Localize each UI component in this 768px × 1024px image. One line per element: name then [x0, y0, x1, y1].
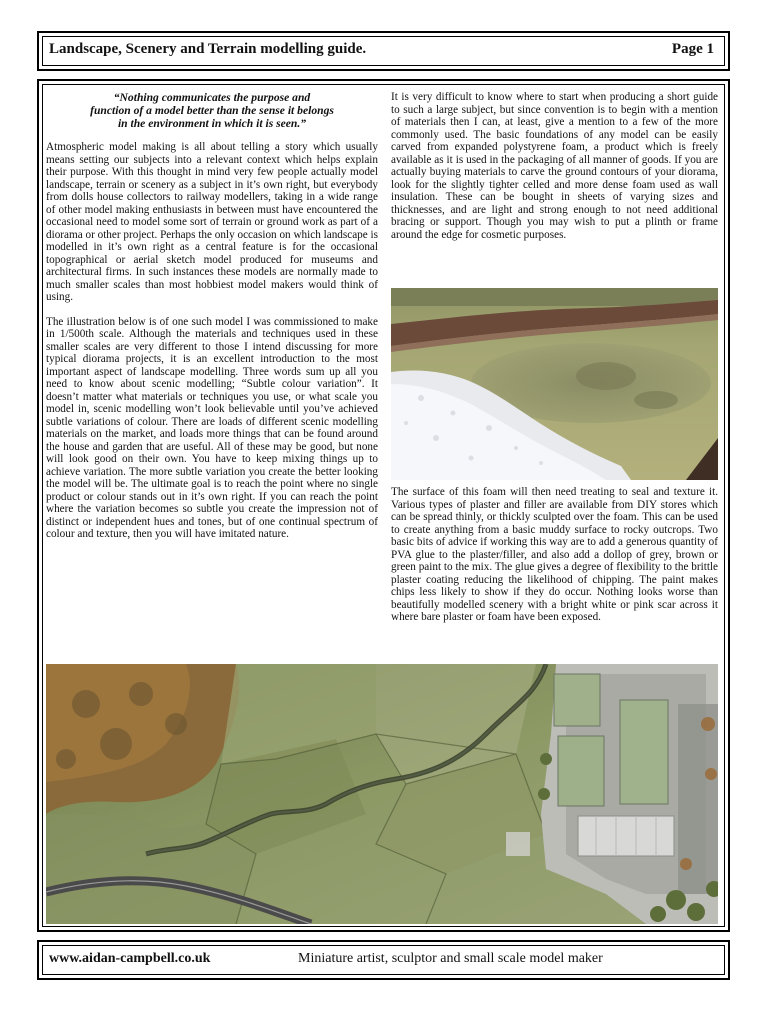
page-footer — [37, 940, 730, 980]
aerial-model-photo — [46, 664, 718, 924]
quote-line: “Nothing communicates the purpose and — [113, 91, 311, 104]
left-column — [46, 91, 378, 541]
document-title: Landscape, Scenery and Terrain modelling guide. — [49, 41, 367, 57]
page-header — [37, 31, 730, 71]
right-column-bottom — [391, 486, 718, 624]
foam-photo-image — [391, 288, 718, 480]
quote-line: in the environment in which it is seen.” — [117, 117, 307, 130]
materials-paragraph: It is very difficult to know where to start when producing a short guide to such a large subject, but since convention is to begin with a mention of materials then I can, at least, give a mention to a few of the more commonly used. The basic foundations of any model can be easily carved from expanded polystyrene foam, a product which is freely available as it is used in the packaging of all manner of goods. If you are actually buying materials to carve the ground contours of your diorama, look for the slightly tighter celled and more dense foam used as wall insulation. These can be bought in sheets of varying sizes and thicknesses, and are light and strong enough to not need additional bracing or support. Though you may wish to put a plinth or frame around the edge for cosmetic purposes. — [391, 91, 718, 241]
right-column-top — [391, 91, 718, 241]
foam-model-photo — [391, 288, 718, 480]
aerial-photo-image — [46, 664, 718, 924]
quote-line: function of a model better than the sense it belongs — [90, 104, 334, 117]
plaster-paragraph: The surface of this foam will then need treating to seal and texture it. Various types of plaster and filler are available from DIY stores which can be spread thinly, or thickly sculpted over the foam. This can be used to create anything from a basic muddy surface to rocky outcrops. Two basic bits of advice if working this way are to add a generous quantity of PVA glue to the plaster/filler, and also add a dollop of grey, brown or green paint to the mix. The glue gives a degree of flexibility to the brittle plaster coating reducing the likelihood of chipping. The paint makes chips less likely to show if they do occur. Nothing looks worse than beautifully modelled scenery with a bright white or pink scar across it where bare plaster or foam have been exposed. — [391, 486, 718, 623]
footer-tagline: Miniature artist, sculptor and small scale model maker — [298, 951, 603, 966]
opening-quote — [46, 91, 378, 130]
page-number: Page 1 — [671, 41, 714, 57]
intro-paragraph: Atmospheric model making is all about telling a story which usually means setting our subjects into a relevant context which helps explain their purpose. With this thought in mind very few people actually model landscape, terrain or scenery as a subject in it’s own right, but everybody from dolls house collectors to railway modellers, taking in a wide range of other model making enthusiasts in between must have encountered the occasional need to model some sort of terrain or ground work as part of a diorama or other project. Perhaps the only occasion on which landscape is modelled in it’s own right as a central feature is for the occasional topographical or aerial sketch model produced for museums and architectural firms. In such instances these models are normally made to much smaller scales than most hobbiest model makers would think of using. — [46, 141, 378, 303]
website-link[interactable]: www.aidan-campbell.co.uk — [49, 951, 211, 966]
illustration-paragraph: The illustration below is of one such model I was commissioned to make in 1/500th scale. Although the materials and techniques used in these smaller scales are very different to those I intend discussing for more typical diorama projects, it is an excellent introduction to the most important aspect of landscape modelling. Three words sum up all you need to know about scenic modelling; “Subtle colour variation”. It doesn’t matter what materials or techniques you use, or what scale you model in, scenic modelling won’t look believable until you’ve achieved subtle variations of colour. There are loads of different scenic modelling materials on the market, and loads more things that can be found around the house and garden that are useful. All of these may be good, but none will look good on their own. You have to keep mixing things up to achieve variation. The more subtle variation you create the better looking the model will be. The ultimate goal is to reach the point where no single product or colour stands out in it’s own right. If you can reach the point where the variation becomes so subtle you create the impression not of distinct or independent hues and tones, but of one continual spectrum of colour and texture, then you will have imitated nature. — [46, 315, 378, 540]
